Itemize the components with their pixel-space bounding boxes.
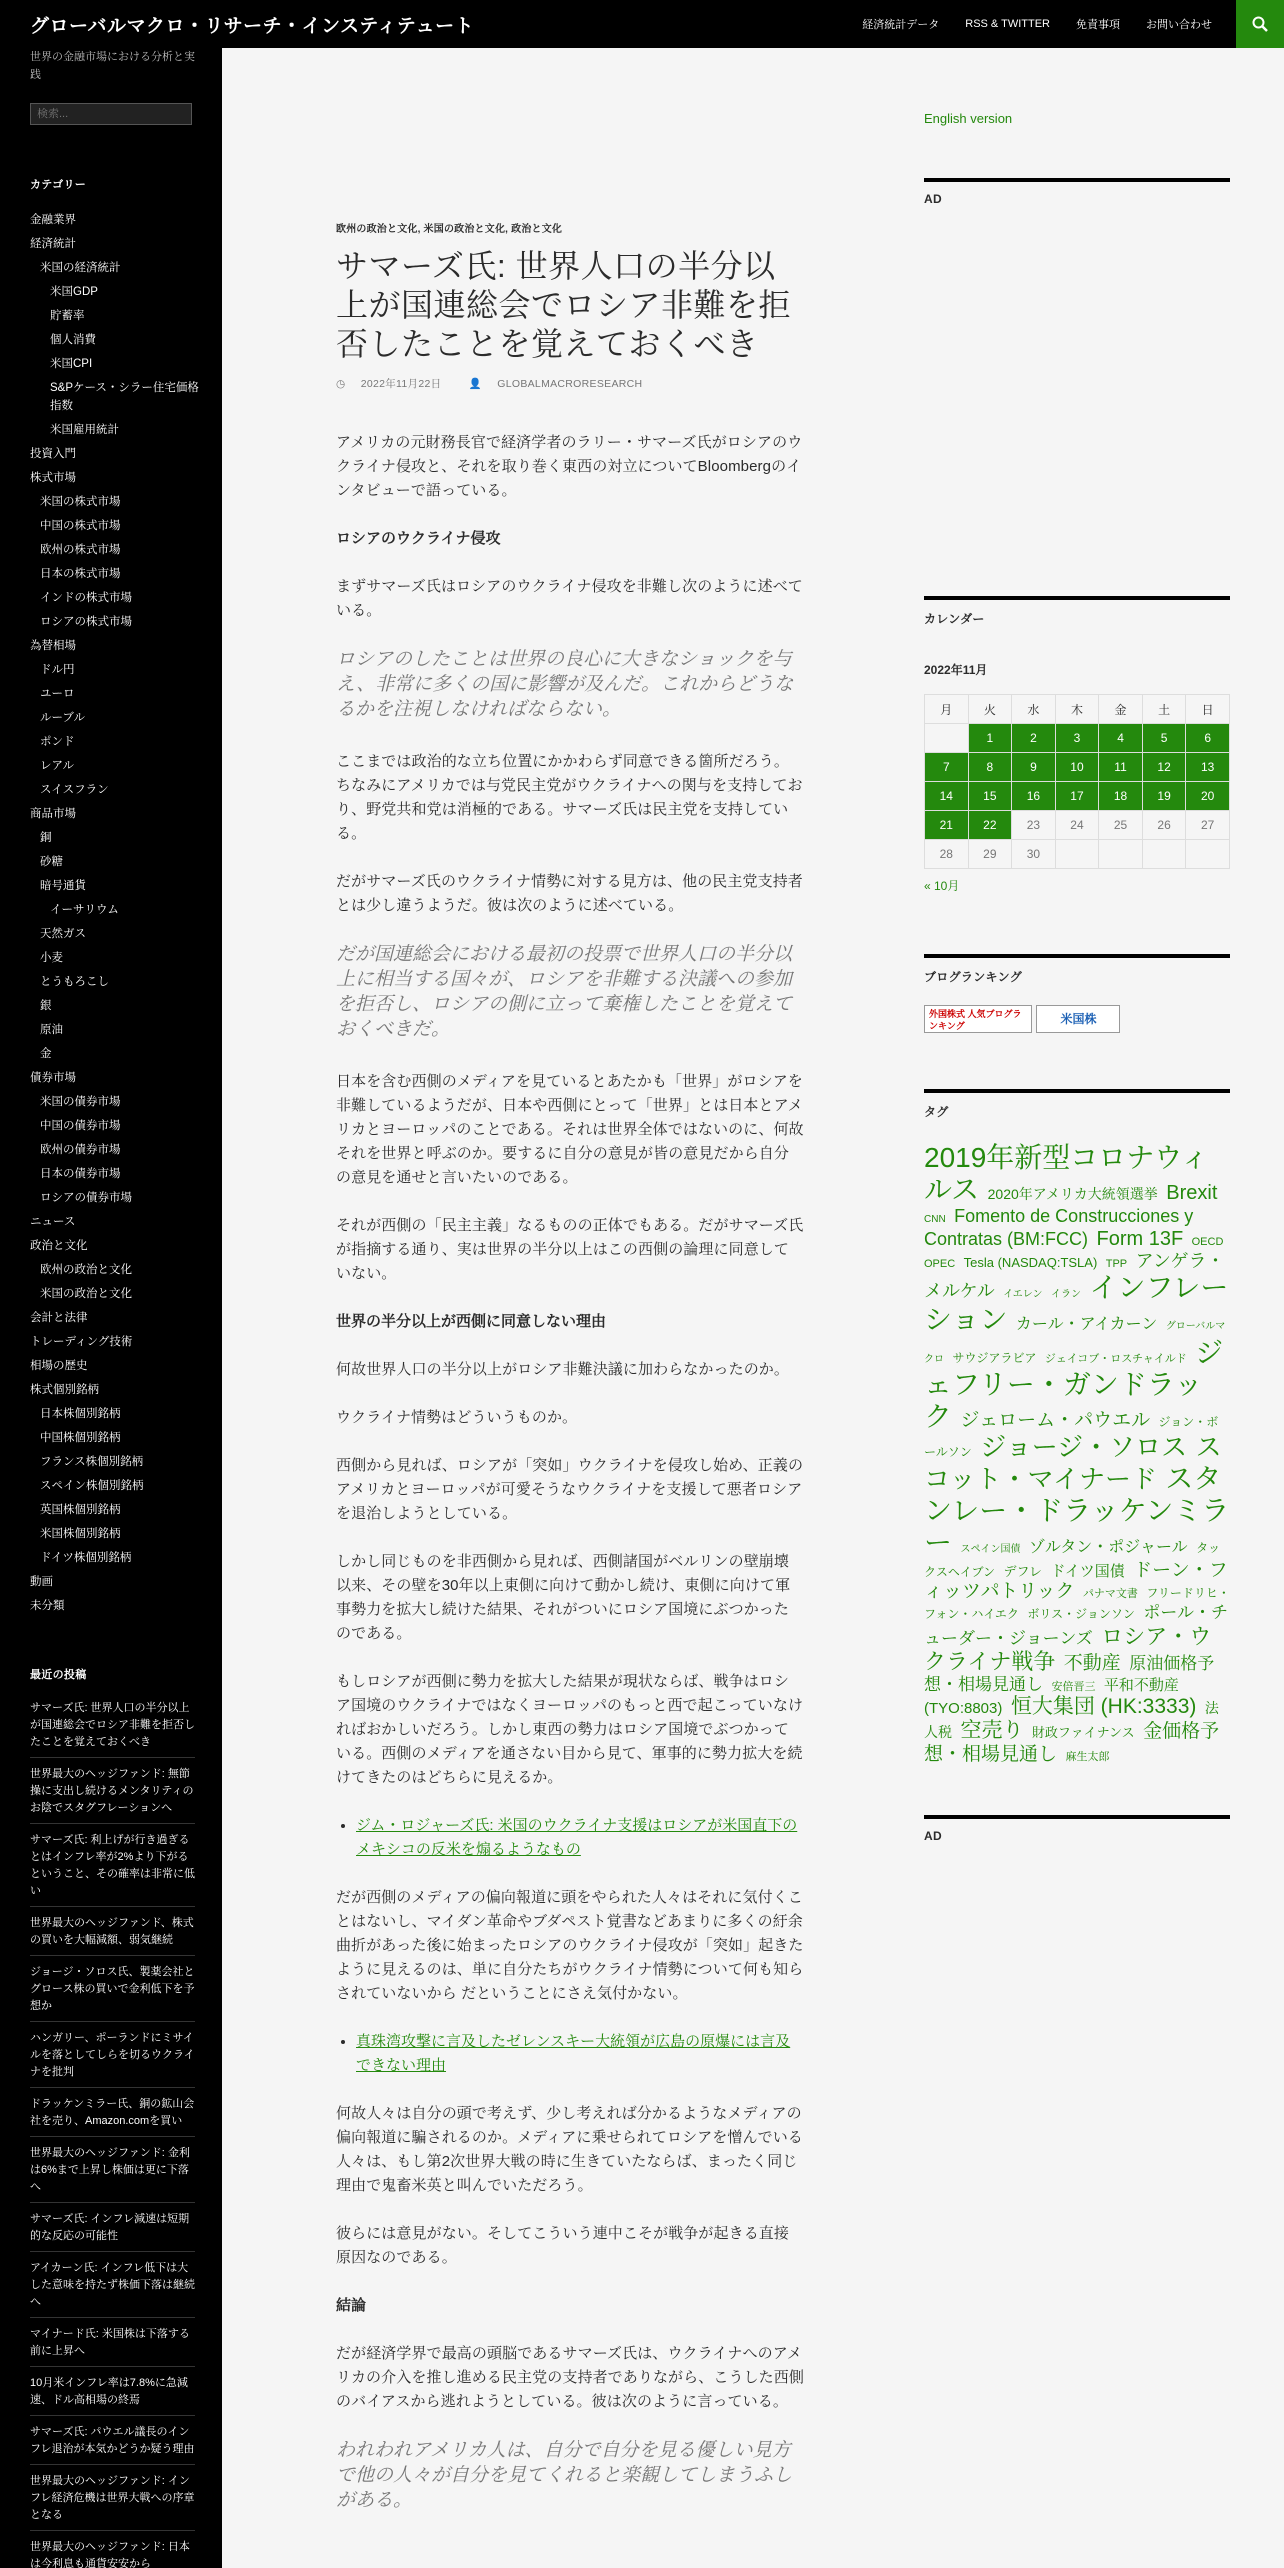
- calendar-day[interactable]: 1: [968, 724, 1012, 753]
- category-link[interactable]: フランス株個別銘柄: [40, 1456, 144, 1468]
- recent-post-link[interactable]: ドラッケンミラー氏、銅の鉱山会社を売り、Amazon.comを買い: [30, 2087, 195, 2136]
- category-link[interactable]: 為替相場: [30, 640, 76, 652]
- recent-post-link[interactable]: サマーズ氏: 世界人口の半分以上が国連総会でロシア非難を拒否したことを覚えておくべき: [30, 1702, 195, 1748]
- post-category-links[interactable]: 欧州の政治と文化, 米国の政治と文化, 政治と文化: [336, 224, 563, 235]
- recent-post-link[interactable]: 世界最大のヘッジファンド: 金利は6%まで上昇し株価は更に下落へ: [30, 2136, 195, 2202]
- post-date[interactable]: [336, 378, 453, 390]
- calendar-widget-title: カレンダー: [924, 596, 1230, 627]
- paragraph: だがサマーズ氏のウクライナ情勢に対する見方は、他の民主党支持者とは少し違うようだ。彼は次のように述べている。: [336, 873, 803, 914]
- tag-link[interactable]: イエレン: [1003, 1289, 1043, 1301]
- category-link[interactable]: 天然ガス: [40, 928, 86, 940]
- section-heading: 結論: [336, 2297, 367, 2314]
- category-link[interactable]: 原油: [40, 1024, 63, 1036]
- category-link[interactable]: 米国の政治と文化: [40, 1288, 132, 1300]
- site-title-link[interactable]: グローバルマクロ・リサーチ・インスティテュート: [30, 16, 475, 37]
- tag-link[interactable]: ジョージ・ソロス: [980, 1432, 1188, 1463]
- article: [336, 220, 804, 2541]
- calendar-day[interactable]: 19: [1142, 782, 1186, 811]
- post-body: [336, 431, 804, 2513]
- calendar-weekday: 月: [925, 695, 969, 724]
- tag-link[interactable]: アンゲラ・メルケル: [924, 1250, 1225, 1302]
- primary-nav: [862, 0, 1212, 48]
- tag-link[interactable]: 法人税: [924, 1700, 1219, 1741]
- paragraph: 日本を含む西側のメディアを見ているとあたかも「世界」がロシアを非難しているようだが、日本や西側にとって「世界」とは日本とアメリカとヨーロッパのことである。それは世界全体ではないのに、何故それを世界と呼ぶのか。要するに自分の意見が皆の意見だから自分の意見を通せと言いたいのである。: [336, 1073, 804, 1186]
- section-heading: ロシアのウクライナ侵攻: [336, 530, 501, 547]
- category-link[interactable]: 債券市場: [30, 1072, 76, 1084]
- calendar-day: 26: [1142, 811, 1186, 840]
- tag-link[interactable]: インフレーション: [924, 1272, 1229, 1336]
- calendar-day: 28: [925, 840, 969, 869]
- category-link[interactable]: 株式市場: [30, 472, 76, 484]
- paragraph: 何故世界人口の半分以上がロシア非難決議に加わらなかったのか。: [336, 1361, 790, 1378]
- category-link[interactable]: 暗号通貨: [40, 880, 86, 892]
- category-link[interactable]: 欧州の株式市場: [40, 544, 121, 556]
- nav-item[interactable]: お問い合わせ: [1146, 19, 1212, 31]
- tag-link[interactable]: TPP: [1105, 1257, 1128, 1270]
- calendar-day[interactable]: 17: [1055, 782, 1099, 811]
- category-link[interactable]: 銅: [40, 832, 52, 844]
- search-toggle-button[interactable]: [1236, 0, 1284, 48]
- tag-link[interactable]: ジョン・ボールソン: [924, 1414, 1219, 1460]
- tag-link[interactable]: 空売り: [960, 1719, 1024, 1743]
- calendar-day: 29: [968, 840, 1012, 869]
- category-link[interactable]: とうもろこし: [40, 976, 109, 988]
- ranking-badge-foreign-stocks[interactable]: 外国株式 人気ブログランキング: [924, 1005, 1032, 1033]
- tag-link[interactable]: ロシア・ウクライナ戦争: [924, 1623, 1212, 1675]
- tag-link[interactable]: ポール・チューダー・ジョーンズ: [924, 1603, 1229, 1648]
- search-input[interactable]: [30, 103, 192, 125]
- tag-link[interactable]: ジェイコブ・ロスチャイルド: [1044, 1352, 1187, 1365]
- calendar-day[interactable]: 2: [1012, 724, 1056, 753]
- category-link[interactable]: 小麦: [40, 952, 63, 964]
- calendar-day[interactable]: 18: [1099, 782, 1143, 811]
- category-link[interactable]: 貯蓄率: [50, 310, 85, 322]
- recent-post-link[interactable]: マイナード氏: 米国株は下落する前に上昇へ: [30, 2317, 195, 2366]
- calendar-body: [925, 724, 1230, 869]
- recent-post-link[interactable]: 世界最大のヘッジファンド: 日本は今利息も通貨安安から: [30, 2530, 195, 2568]
- blockquote: われわれアメリカ人は、自分で自分を見る優しい見方で他の人々が自分を見てくれると楽観してしまうふしがある。: [336, 2440, 793, 2511]
- tag-link[interactable]: 財政ファイナンス: [1031, 1725, 1135, 1741]
- calendar-table: [924, 694, 1230, 869]
- calendar-day[interactable]: 22: [968, 811, 1012, 840]
- tag-link[interactable]: サウジアラビア: [952, 1350, 1037, 1365]
- category-link[interactable]: 日本株個別銘柄: [40, 1408, 121, 1420]
- calendar-day[interactable]: 14: [925, 782, 969, 811]
- search-icon: [1251, 15, 1269, 33]
- calendar-day: [1142, 840, 1186, 869]
- tag-link[interactable]: 安倍晋三: [1051, 1680, 1096, 1693]
- category-link[interactable]: ロシアの株式市場: [40, 616, 132, 628]
- calendar-day: 24: [1055, 811, 1099, 840]
- recent-post-link[interactable]: サマーズ氏: パウエル議長のインフレ退治が本気かどうか疑う理由: [30, 2415, 195, 2464]
- tag-link[interactable]: スペイン国債: [960, 1544, 1021, 1556]
- site-tagline: 世界の金融市場における分析と実践: [30, 51, 195, 81]
- calendar-week-row: [925, 782, 1230, 811]
- post-date-text: 2022年11月22日: [360, 378, 442, 390]
- tag-link[interactable]: Form 13F: [1096, 1227, 1184, 1250]
- post-meta: [336, 376, 804, 391]
- calendar-day[interactable]: 21: [925, 811, 969, 840]
- tag-link[interactable]: 恒大集団 (HK:3333): [1010, 1695, 1197, 1719]
- category-link[interactable]: イーサリウム: [50, 904, 119, 916]
- calendar-weekday-row: [925, 695, 1230, 724]
- calendar-day[interactable]: 10: [1055, 753, 1099, 782]
- category-link[interactable]: 中国株個別銘柄: [40, 1432, 121, 1444]
- tag-link[interactable]: スタンレー・ドラッケンミラー: [924, 1462, 1230, 1559]
- category-link[interactable]: ポンド: [40, 736, 75, 748]
- tag-cloud: [924, 1142, 1230, 1765]
- tag-link[interactable]: グローバルマクロ: [924, 1321, 1226, 1365]
- ad2-widget-title: AD: [924, 1815, 1230, 1843]
- left-sidebar: [0, 48, 222, 2568]
- category-link[interactable]: 砂糖: [40, 856, 63, 868]
- category-link[interactable]: スペイン株個別銘柄: [40, 1480, 144, 1492]
- tag-link[interactable]: OECD: [1191, 1235, 1224, 1248]
- calendar-day[interactable]: 6: [1186, 724, 1230, 753]
- calendar-day: [1099, 840, 1143, 869]
- category-link[interactable]: 金融業界: [30, 214, 76, 226]
- calendar-weekday: 金: [1099, 695, 1143, 724]
- related-link-item: [356, 1814, 804, 1862]
- paragraph: もしロシアが西側に勢力を拡大した結果が現状ならば、戦争はロシア国境のウクライナではなくヨーロッパのもっと西で起こっていなければおかしいだろう。しかし東西の勢力はロシア国境でぶつかっている。西側のメディアを通さない目から見て、軍事的に勢力拡大を続けてきたのはどちらに見えるか。: [336, 1673, 804, 1786]
- nav-item[interactable]: 経済統計データ: [862, 19, 940, 31]
- category-link[interactable]: ドル円: [40, 664, 75, 676]
- category-link[interactable]: 会計と法律: [30, 1312, 88, 1324]
- paragraph: だが経済学界で最高の頭脳であるサマーズ氏は、ウクライナへのアメリカの介入を推し進める民主党の支持者でありながら、こうした西側のバイアスから逃れようとしている。彼は次のように言っている。: [336, 2345, 804, 2410]
- blockquote: ロシアのしたことは世界の良心に大きなショックを与え、非常に多くの国に影響が及んだ。これからどうなるかを注視しなければならない。: [336, 649, 794, 720]
- category-link[interactable]: 相場の歴史: [30, 1360, 88, 1372]
- tag-link[interactable]: Brexit: [1166, 1182, 1218, 1205]
- calendar-day: [1055, 840, 1099, 869]
- tag-link[interactable]: ゾルタン・ポジャール: [1028, 1539, 1188, 1557]
- ad-widget-title: AD: [924, 178, 1230, 206]
- paragraph: アメリカの元財務長官で経済学者のラリー・サマーズ氏がロシアのウクライナ侵攻と、それを取り巻く東西の対立についてBloombergのインタビューで語っている。: [336, 434, 803, 499]
- post-author[interactable]: [469, 378, 655, 390]
- recent-posts-widget-title: 最近の投稿: [30, 1669, 87, 1681]
- calendar-day[interactable]: 12: [1142, 753, 1186, 782]
- category-link[interactable]: 中国の株式市場: [40, 520, 121, 532]
- category-link[interactable]: 未分類: [30, 1600, 65, 1612]
- calendar-day[interactable]: 5: [1142, 724, 1186, 753]
- calendar-weekday: 土: [1142, 695, 1186, 724]
- ranking-badge-us-stocks[interactable]: 米国株: [1036, 1005, 1120, 1033]
- paragraph: それが西側の「民主主義」なるものの正体でもある。だがサマーズ氏が指摘する通り、実は世界の半分以上はこの西側の論理に同意していない。: [336, 1217, 804, 1282]
- category-link[interactable]: 個人消費: [50, 334, 96, 346]
- calendar-day[interactable]: 16: [1012, 782, 1056, 811]
- tag-link[interactable]: ドーン・フィッツパトリック: [924, 1559, 1228, 1603]
- calendar-weekday: 水: [1012, 695, 1056, 724]
- related-link-item: [356, 2030, 804, 2078]
- paragraph: しかし同じものを非西側から見れば、西側諸国がベルリンの壁崩壊以来、その壁を30年以上東側に向けて動かし続け、東側に向けて軍事勢力を拡大し続けた結果、それがついにロシア国境にぶつかったのである。: [336, 1553, 791, 1642]
- category-link[interactable]: ユーロ: [40, 688, 75, 700]
- calendar-day[interactable]: 20: [1186, 782, 1230, 811]
- calendar-week-row: [925, 724, 1230, 753]
- tag-link[interactable]: フリードリヒ・フォン・ハイエク: [924, 1586, 1230, 1622]
- category-link[interactable]: ロシアの債券市場: [40, 1192, 132, 1204]
- recent-post-link[interactable]: アイカーン氏: インフレ低下は大した意味を持たず株価下落は継続へ: [30, 2251, 195, 2317]
- calendar-day[interactable]: 13: [1186, 753, 1230, 782]
- calendar-weekday: 日: [1186, 695, 1230, 724]
- tag-link[interactable]: 麻生太郎: [1065, 1750, 1110, 1763]
- tag-link[interactable]: スコット・マイナード: [924, 1432, 1222, 1494]
- blockquote: だが国連総会における最初の投票で世界人口の半分以上に相当する国々が、ロシアを非難する決議への参加を拒否し、ロシアの側に立って棄権したことを覚えておくべきだ。: [336, 944, 793, 1040]
- category-link[interactable]: ニュース: [30, 1216, 76, 1228]
- tag-link[interactable]: 不動産: [1063, 1653, 1121, 1675]
- calendar-weekday: 木: [1055, 695, 1099, 724]
- related-link-list: [336, 1814, 804, 1862]
- tag-link[interactable]: Tesla (NASDAQ:TSLA): [963, 1254, 1098, 1270]
- category-link[interactable]: トレーディング技術: [30, 1336, 133, 1348]
- category-link[interactable]: 米国の株式市場: [40, 496, 121, 508]
- tag-link[interactable]: ジェローム・パウエル: [960, 1409, 1151, 1431]
- tag-link[interactable]: 原油価格予想・相場見通し: [924, 1654, 1215, 1694]
- category-link[interactable]: S&Pケース・シラー住宅価格指数: [50, 382, 199, 412]
- category-link[interactable]: 米国株個別銘柄: [40, 1528, 121, 1540]
- english-version-link[interactable]: English version: [924, 111, 1013, 126]
- calendar-day[interactable]: 11: [1099, 753, 1143, 782]
- tag-link[interactable]: 平和不動産 (TYO:8803): [924, 1676, 1179, 1718]
- calendar-day[interactable]: 3: [1055, 724, 1099, 753]
- category-link[interactable]: 中国の債券市場: [40, 1120, 121, 1132]
- category-link[interactable]: 日本の債券市場: [40, 1168, 121, 1180]
- category-link[interactable]: ルーブル: [40, 712, 85, 724]
- tag-link[interactable]: OPEC: [924, 1257, 956, 1270]
- tag-link[interactable]: カール・アイカーン: [1015, 1316, 1158, 1334]
- paragraph: だが西側のメディアの偏向報道に頭をやられた人々はそれに気付くことはないし、マイダン革命やブダペスト覚書などあまりに多くの紆余曲折があった後に始まったロシアのウクライナ侵攻が「突如」起きたように見えるのは、単に自分たちがウクライナ情勢について何も知らされていないから だということにさえ気付かない。: [336, 1889, 804, 2002]
- calendar-day: 25: [1099, 811, 1143, 840]
- tag-link[interactable]: ドイツ国債: [1050, 1562, 1125, 1580]
- right-sidebar: [924, 110, 1230, 1843]
- category-list: [30, 208, 210, 1618]
- recent-post-link[interactable]: ハンガリー、ポーランドにミサイルを落としてしらを切るウクライナを批判: [30, 2021, 195, 2087]
- calendar-day[interactable]: 8: [968, 753, 1012, 782]
- calendar-prev-month-link[interactable]: « 10月: [924, 879, 960, 893]
- tag-link[interactable]: 金価格予想・相場見通し: [924, 1721, 1220, 1765]
- category-link[interactable]: 米国の債券市場: [40, 1096, 121, 1108]
- calendar-day: [1186, 840, 1230, 869]
- category-link[interactable]: スイスフラン: [40, 784, 109, 796]
- recent-posts-list: [30, 1700, 195, 2568]
- related-post-link[interactable]: ジム・ロジャーズ氏: 米国のウクライナ支援はロシアが米国直下のメキシコの反米を煽るようなもの: [356, 1817, 798, 1858]
- category-link[interactable]: 米国の経済統計: [40, 262, 121, 274]
- categories-widget-title: カテゴリー: [30, 179, 87, 191]
- tag-link[interactable]: CNN: [924, 1214, 946, 1226]
- paragraph: 彼らには意見がない。そしてこういう連中こそが戦争が起きる直接原因なのである。: [336, 2225, 790, 2266]
- tags-widget-title: タグ: [924, 1089, 1230, 1120]
- category-link[interactable]: 株式個別銘柄: [30, 1384, 99, 1396]
- masthead: [0, 0, 1284, 48]
- section-heading: 世界の半分以上が西側に同意しない理由: [336, 1313, 607, 1330]
- post-title: サマーズ氏: 世界人口の半分以上が国連総会でロシア非難を拒否したことを覚えておくべき: [336, 248, 792, 362]
- tag-link[interactable]: タックスヘイブン: [924, 1541, 1221, 1579]
- category-link[interactable]: ドイツ株個別銘柄: [40, 1552, 132, 1564]
- calendar-day[interactable]: 15: [968, 782, 1012, 811]
- category-link[interactable]: レアル: [40, 760, 75, 772]
- calendar-day[interactable]: 7: [925, 753, 969, 782]
- tag-link[interactable]: 2019年新型コロナウィルス: [924, 1142, 1209, 1206]
- related-link-list: [336, 2030, 804, 2078]
- paragraph: 西側から見れば、ロシアが「突如」ウクライナを侵攻し始め、正義のアメリカとヨーロッパが可愛そうなウクライナを支援して悪者ロシアを退治しようとしている。: [336, 1457, 804, 1522]
- paragraph: ウクライナ情勢はどういうものか。: [336, 1409, 578, 1426]
- recent-post-link[interactable]: 世界最大のヘッジファンド、株式の買いを大幅減額、弱気継続: [30, 1906, 195, 1955]
- ad-slot: [924, 206, 1230, 596]
- ranking-widget-title: ブログランキング: [924, 954, 1230, 985]
- paragraph: まずサマーズ氏はロシアのウクライナ侵攻を非難し次のように述べている。: [336, 578, 803, 619]
- category-link[interactable]: 銀: [40, 1000, 52, 1012]
- category-link[interactable]: 商品市場: [30, 808, 76, 820]
- nav-item[interactable]: 免責事項: [1076, 19, 1120, 31]
- calendar-week-row: [925, 840, 1230, 869]
- paragraph: ここまでは政治的な立ち位置にかかわらず同意できる箇所だろう。ちなみにアメリカでは与党民主党がウクライナへの関与を支持しており、野党共和党は消極的である。サマーズ氏は民主党を支持している。: [336, 753, 803, 842]
- paragraph: 何故人々は自分の頭で考えず、少し考えれば分かるようなメディアの偏向報道に騙されるのか。メディアに乗せられてロシアを憎んでいる人々は、もし第2次世界大戦の時に生きていたならば、まったく同じ理由で鬼畜米英と叫んでいただろう。: [336, 2105, 803, 2194]
- post-author-text: GLOBALMACRORESEARCH: [497, 378, 643, 390]
- category-link[interactable]: 投資入門: [30, 448, 76, 460]
- category-link[interactable]: 米国雇用統計: [50, 424, 119, 436]
- category-link[interactable]: 欧州の政治と文化: [40, 1264, 132, 1276]
- calendar-day[interactable]: 4: [1099, 724, 1143, 753]
- category-link[interactable]: 金: [40, 1048, 52, 1060]
- recent-post-link[interactable]: 世界最大のヘッジファンド: 無節操に支出し続けるメンタリティのお陰でスタグフレーションへ: [30, 1757, 195, 1823]
- clock-icon: ◷: [336, 378, 349, 390]
- related-post-link[interactable]: 真珠湾攻撃に言及したゼレンスキー大統領が広島の原爆には言及できない理由: [356, 2033, 791, 2074]
- calendar-caption: 2022年11月: [924, 663, 988, 677]
- category-link[interactable]: 政治と文化: [30, 1240, 88, 1252]
- tag-link[interactable]: Fomento de Construcciones y Contratas (BM:FCC): [924, 1206, 1194, 1249]
- tag-link[interactable]: 2020年アメリカ大統領選挙: [987, 1186, 1158, 1203]
- tag-link[interactable]: パナマ文書: [1082, 1588, 1138, 1601]
- person-icon: 👤: [468, 378, 486, 390]
- tag-link[interactable]: イラン: [1051, 1289, 1082, 1301]
- category-link[interactable]: インドの株式市場: [40, 592, 132, 604]
- recent-post-link[interactable]: サマーズ氏: 利上げが行き過ぎるとはインフレ率が2%より下がるということ、その確率は非常に低い: [30, 1823, 195, 1906]
- calendar-day: 30: [1012, 840, 1056, 869]
- calendar-week-row: [925, 753, 1230, 782]
- category-link[interactable]: 米国GDP: [50, 286, 98, 298]
- category-link[interactable]: 米国CPI: [50, 358, 93, 370]
- tag-link[interactable]: デフレ: [1003, 1563, 1042, 1579]
- nav-item[interactable]: RSS & TWITTER: [965, 18, 1050, 30]
- category-link[interactable]: 動画: [30, 1576, 53, 1588]
- recent-post-link[interactable]: 世界最大のヘッジファンド: インフレ経済危機は世界大戦への序章となる: [30, 2464, 195, 2530]
- category-link[interactable]: 経済統計: [30, 238, 76, 250]
- ranking-badges: [924, 1005, 1230, 1033]
- calendar-day: [925, 724, 969, 753]
- calendar-day: 27: [1186, 811, 1230, 840]
- tag-link[interactable]: ジェフリー・ガンドラック: [924, 1336, 1224, 1432]
- calendar-week-row: [925, 811, 1230, 840]
- recent-post-link[interactable]: サマーズ氏: インフレ減速は短期的な反応の可能性: [30, 2202, 195, 2251]
- recent-post-link[interactable]: ジョージ・ソロス氏、製薬会社とグロース株の買いで金利低下を予想か: [30, 1955, 195, 2021]
- tag-link[interactable]: ボリス・ジョンソン: [1027, 1607, 1135, 1622]
- calendar-day[interactable]: 9: [1012, 753, 1056, 782]
- category-link[interactable]: 欧州の債券市場: [40, 1144, 121, 1156]
- recent-post-link[interactable]: 10月米インフレ率は7.8%に急減速、ドル高相場の終焉: [30, 2366, 195, 2415]
- category-link[interactable]: 英国株個別銘柄: [40, 1504, 121, 1516]
- calendar-day: 23: [1012, 811, 1056, 840]
- calendar-weekday: 火: [968, 695, 1012, 724]
- category-link[interactable]: 日本の株式市場: [40, 568, 121, 580]
